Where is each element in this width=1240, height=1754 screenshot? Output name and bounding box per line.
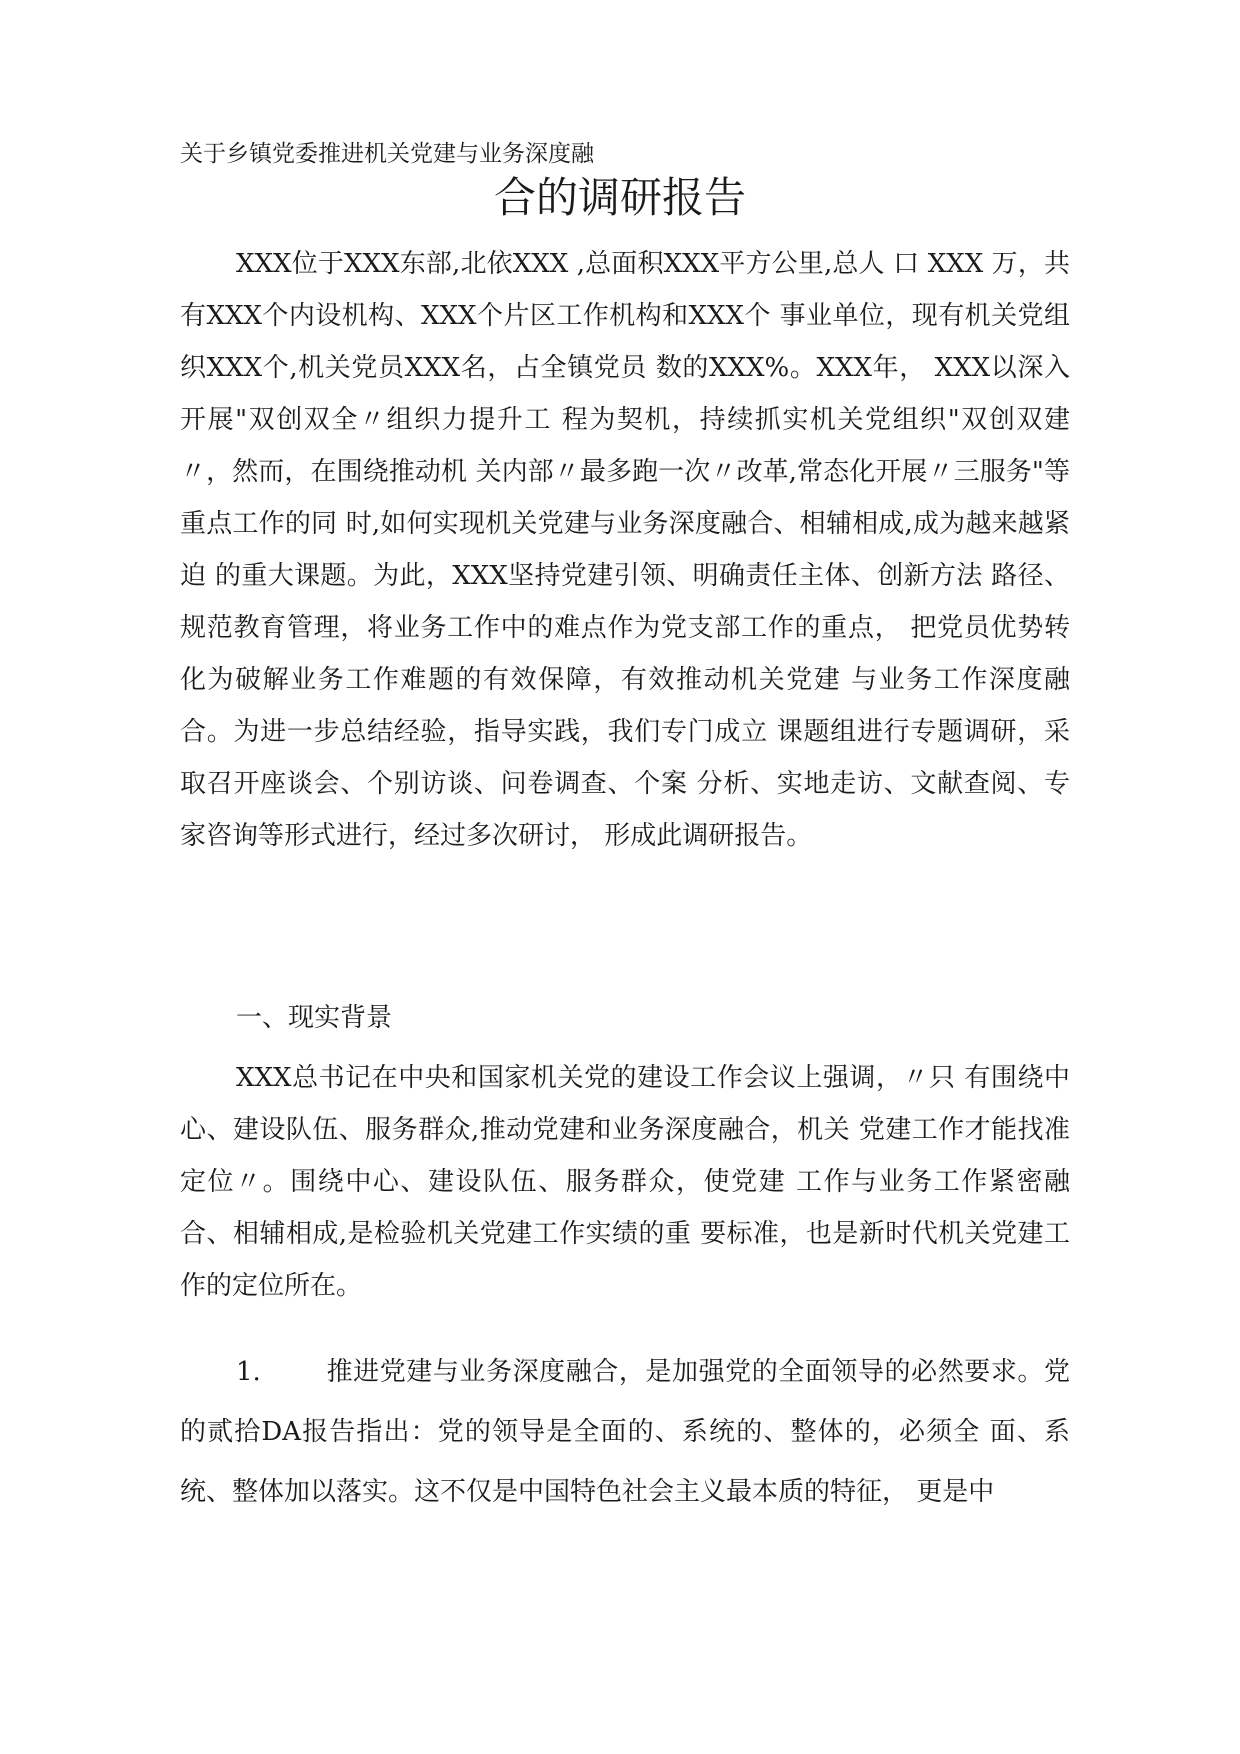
numbered-item-1-number: 1. bbox=[236, 1357, 261, 1387]
numbered-item-1 bbox=[180, 1342, 1070, 1522]
body-paragraph-background: XXX总书记在中央和国家机关党的建设工作会议上强调，〃只 有围绕中心、建设队伍、服务群众,推动党建和业务深度融合，机关 党建工作才能找准定位〃。围绕中心、建设队伍、服务群众，使党建 工作与业务工作紧密融合、相辅相成,是检验机关党建工作实绩的重 要标准，也是新时代机关党建工作的定位所在。 bbox=[180, 1063, 1070, 1301]
body-paragraph-intro: XXX位于XXX东部,北依XXX ,总面积XXX平方公里,总人 口 XXX 万，共有XXX个内设机构、XXX个片区工作机构和XXX个 事业单位，现有机关党组织XXX个,机关党员XXX名，占全镇党员 数的XXX%。XXX年， XXX以深入开展"双创双全〃组织力提升工 程为契机，持续抓实机关党组织"双创双建〃，然而，在围绕推动机 关内部〃最多跑一次〃改革,常态化开展〃三服务"等重点工作的同 时,如何实现机关党建与业务深度融合、相辅相成,成为越来越紧迫 的重大课题。为此，XXX坚持党建引领、明确责任主体、创新方法 路径、规范教育管理，将业务工作中的难点作为党支部工作的重点， 把党员优势转化为破解业务工作难题的有效保障，有效推动机关党建 与业务工作深度融合。为进一步总结经验，指导实践，我们专门成立 课题组进行专题调研，采取召开座谈会、个别访谈、问卷调查、个案 分析、实地走访、文献查阅、专家咨询等形式进行，经过多次研讨， 形成此调研报告。 bbox=[180, 249, 1071, 851]
document-title-line-2: 合的调研报告 bbox=[493, 173, 746, 222]
numbered-item-1-text: 推进党建与业务深度融合，是加强党的全面领导的必然要求。党的贰拾DA报告指出：党的领导是全面的、系统的、整体的，必须全 面、系统、整体加以落实。这不仅是中国特色社会主义最本质的特征， 更是中 bbox=[180, 1357, 1070, 1507]
document-title-line-1: 关于乡镇党委推进机关党建与业务深度融 bbox=[180, 141, 594, 167]
section-heading-background: 一、现实背景 bbox=[236, 1003, 393, 1033]
